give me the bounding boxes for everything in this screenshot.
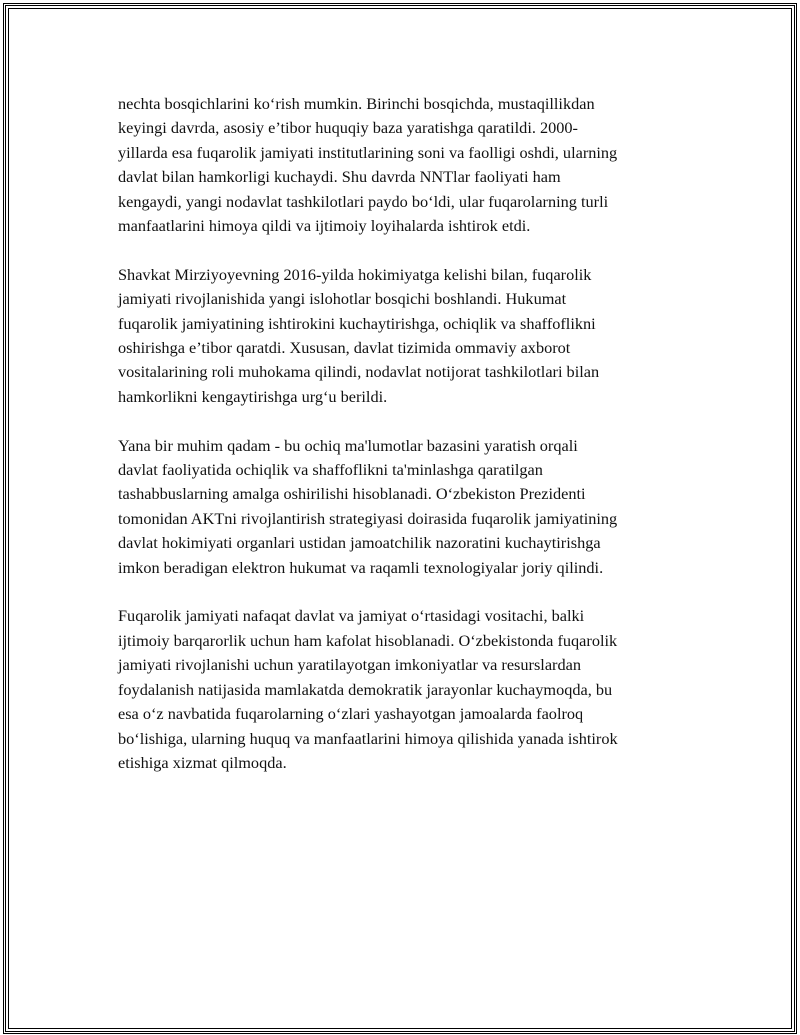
paragraph-line: oshirishga e’tibor qaratdi. Xususan, davlat tizimida ommaviy axborot bbox=[118, 338, 571, 358]
paragraph-line: nechta bosqichlarini koʻrish mumkin. Birinchi bosqichda, mustaqillikdan bbox=[118, 94, 595, 113]
paragraph-line: etishiga xizmat qilmoqda. bbox=[118, 752, 287, 772]
paragraph-line: ijtimoiy barqarorlik uchun ham kafolat hisoblanadi. Oʻzbekistonda fuqarolik bbox=[118, 630, 618, 650]
paragraph-2 bbox=[118, 263, 690, 409]
paragraph-line: esa oʻz navbatida fuqarolarning oʻzlari yashayotgan jamoalarda faolroq bbox=[118, 704, 584, 724]
paragraph-line: yillarda esa fuqarolik jamiyati institutlarining soni va faolligi oshdi, ularning bbox=[118, 142, 618, 162]
paragraph-line: davlat faoliyatida ochiqlik va shaffoflikni ta'minlashga qaratilgan bbox=[118, 460, 543, 480]
paragraph-line: tashabbuslarning amalga oshirilishi hisoblanadi. Oʻzbekiston Prezidenti bbox=[118, 484, 586, 504]
paragraph-line: boʻlishiga, ularning huquq va manfaatlarini himoya qilishida yanada ishtirok bbox=[118, 728, 618, 748]
paragraph-line: foydalanish natijasida mamlakatda demokratik jarayonlar kuchaymoqda, bu bbox=[118, 679, 613, 699]
paragraph-line: davlat bilan hamkorligi kuchaydi. Shu davrda NNTlar faoliyati ham bbox=[118, 167, 561, 187]
paragraph-line: keyingi davrda, asosiy e’tibor huquqiy baza yaratishga qaratildi. 2000- bbox=[118, 118, 578, 138]
paragraph-line: vositalarining roli muhokama qilindi, nodavlat notijorat tashkilotlari bilan bbox=[118, 362, 600, 382]
paragraph-line: fuqarolik jamiyatining ishtirokini kuchaytirishga, ochiqlik va shaffoflikni bbox=[118, 313, 596, 333]
paragraph-line: imkon beradigan elektron hukumat va raqamli texnologiyalar joriy qilindi. bbox=[118, 557, 604, 577]
paragraph-line: tomonidan AKTni rivojlantirish strategiyasi doirasida fuqarolik jamiyatining bbox=[118, 508, 618, 528]
document-body bbox=[118, 92, 690, 800]
paragraph-1 bbox=[118, 92, 690, 238]
paragraph-line: davlat hokimiyati organlari ustidan jamoatchilik nazoratini kuchaytirishga bbox=[118, 533, 601, 553]
paragraph-line: hamkorlikni kengaytirishga urgʻu berildi. bbox=[118, 386, 388, 406]
paragraph-line: Fuqarolik jamiyati nafaqat davlat va jamiyat oʻrtasidagi vositachi, balki bbox=[118, 606, 585, 626]
paragraph-3 bbox=[118, 434, 690, 580]
paragraph-line: jamiyati rivojlanishi uchun yaratilayotgan imkoniyatlar va resurslardan bbox=[118, 655, 581, 675]
paragraph-line: kengaydi, yangi nodavlat tashkilotlari paydo boʻldi, ular fuqarolarning turli bbox=[118, 191, 609, 211]
paragraph-line: Shavkat Mirziyoyevning 2016-yilda hokimiyatga kelishi bilan, fuqarolik bbox=[118, 264, 592, 284]
paragraph-line: manfaatlarini himoya qildi va ijtimoiy loyihalarda ishtirok etdi. bbox=[118, 216, 531, 236]
paragraph-4 bbox=[118, 604, 690, 775]
paragraph-line: Yana bir muhim qadam - bu ochiq ma'lumotlar bazasini yaratish orqali bbox=[118, 435, 578, 455]
paragraph-line: jamiyati rivojlanishida yangi islohotlar bosqichi boshlandi. Hukumat bbox=[118, 289, 567, 309]
